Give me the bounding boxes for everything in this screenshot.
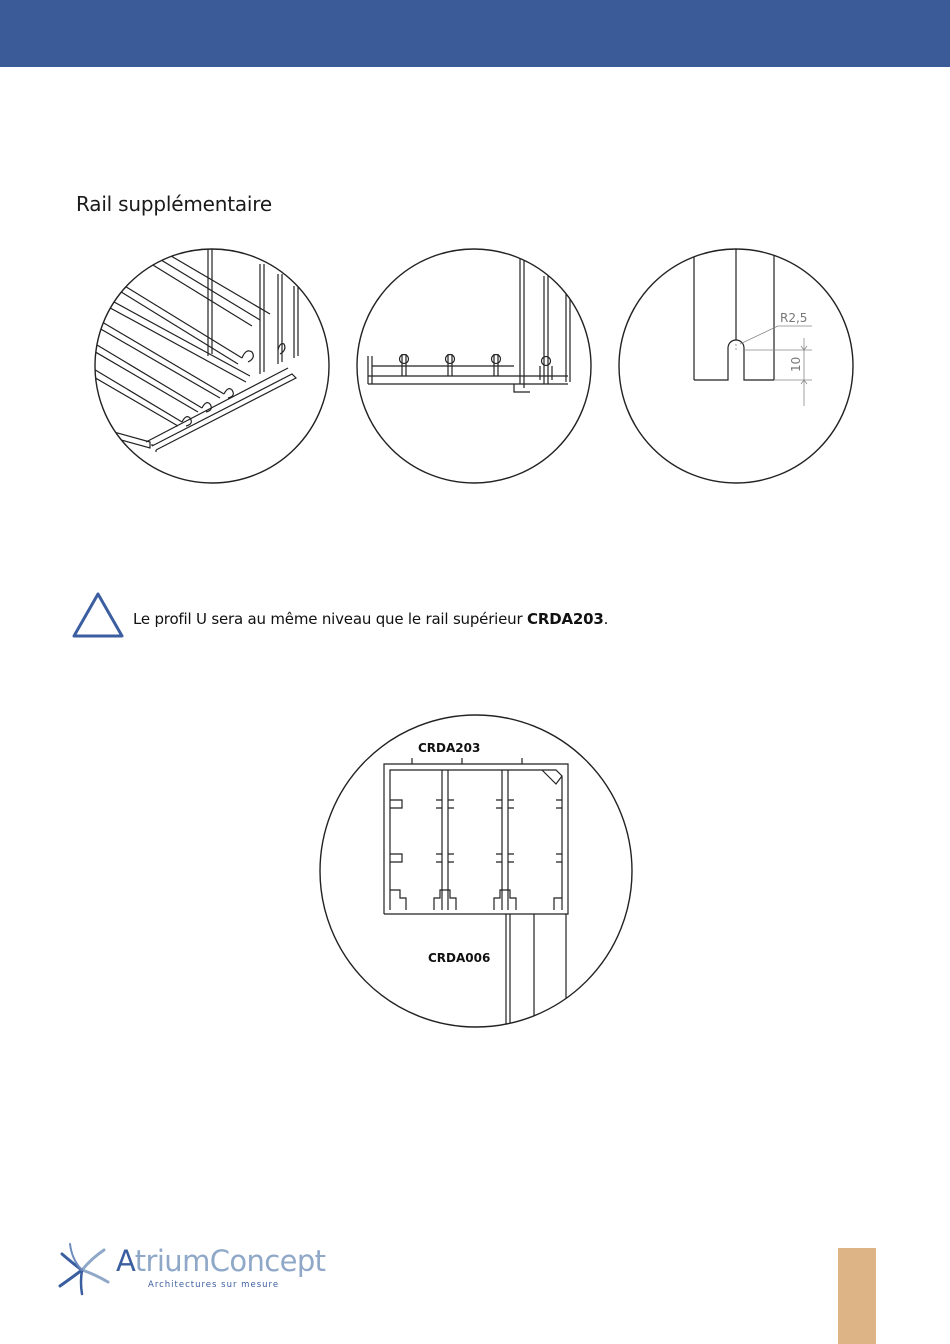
warning-text-main: Le profil U sera au même niveau que le rail supérieur	[133, 610, 528, 628]
logo-wordmark-rest: triumConcept	[134, 1244, 326, 1278]
logo-wordmark-initial: A	[116, 1244, 135, 1278]
section-title: Rail supplémentaire	[76, 192, 272, 216]
header-bar	[0, 0, 950, 67]
detail-slot-dimension	[616, 246, 856, 486]
logo-wordmark	[116, 1244, 325, 1278]
warning-text-reference: CRDA203	[527, 610, 604, 628]
profile-label-top: CRDA203	[418, 741, 481, 755]
page-tab	[838, 1248, 876, 1344]
company-logo	[52, 1240, 326, 1300]
detail-front-section	[354, 246, 594, 486]
warning-text	[133, 610, 608, 628]
detail-rail-profile	[316, 714, 636, 1030]
radius-label: R2,5	[780, 311, 808, 325]
height-label: 10	[789, 356, 803, 372]
detail-perspective-rail	[92, 246, 332, 486]
logo-tagline: Architectures sur mesure	[148, 1280, 280, 1290]
warning-triangle-icon	[70, 590, 126, 640]
warning-text-end: .	[603, 610, 609, 628]
star-logo-icon	[52, 1240, 112, 1296]
profile-label-bottom: CRDA006	[428, 951, 491, 965]
